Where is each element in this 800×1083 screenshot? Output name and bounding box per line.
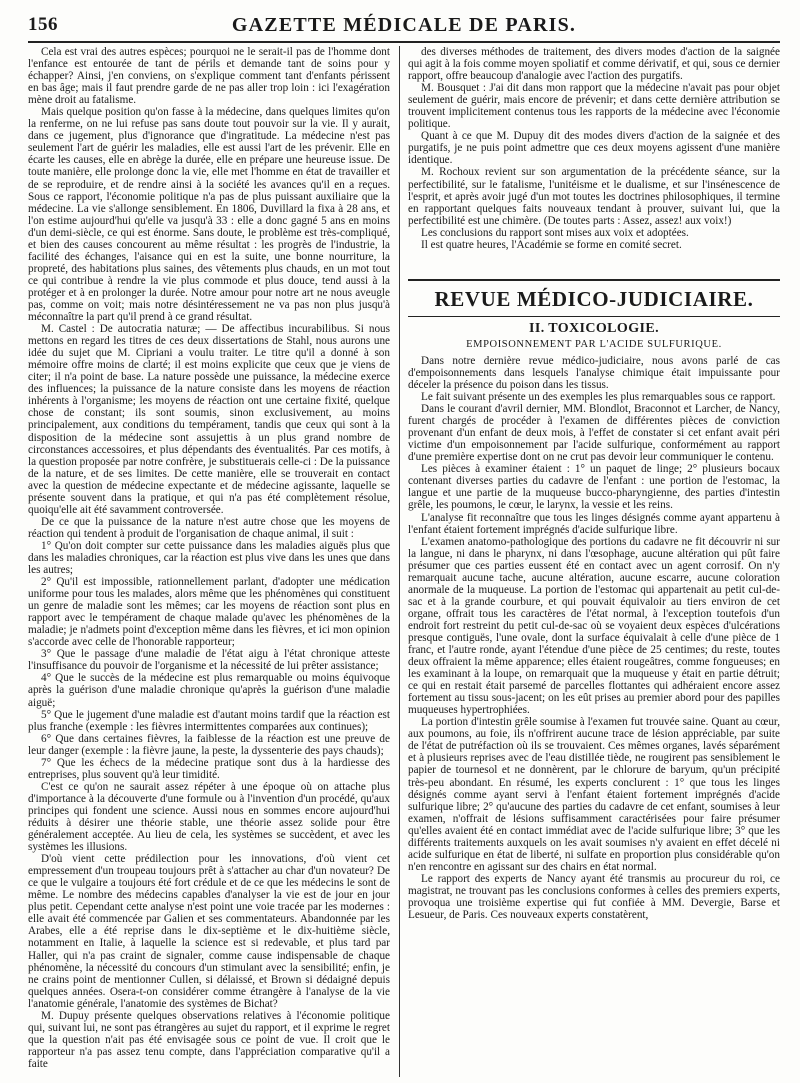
list-item: 4° Que le succès de la médecine est plus remarquable ou moins équivoque après la guérison d'une maladie chronique qu'après la guérison d'une maladie aiguë; xyxy=(28,672,390,709)
list-item: 1° Qu'on doit compter sur cette puissance dans les maladies aiguës plus que dans les maladies chroniques, car la réaction est plus vive dans les unes que dans les autres; xyxy=(28,539,390,577)
article-title: EMPOISONNEMENT PAR L'ACIDE SULFURIQUE. xyxy=(466,338,722,350)
paragraph: Mais quelque position qu'on fasse à la médecine, dans quelques limites qu'on la renferme, on ne lui refuse pas sans doute tout pouvoir sur la vie. Il y aurait, dans ce jugement, plus d'ignorance que d'ingratitude. La médecine n'est pas seulement l'art de guérir les maladies, elle est aussi l'art de les prévenir. Elle en écarte les causes, elle en abrège la durée, elle en prépare une heureuse issue. De toute manière, elle prolonge donc la vie, elle met l'homme en état de travailler et de se reproduire, et de rendre ainsi à la société les avances qu'il en a reçues. Sous ce rapport, l'économie politique n'a pas de plus puissant auxiliaire que la médecine. La vie s'allonge sensiblement. En 1806, Duvillard la fixa à 28 ans, et l'on estime aujourd'hui qu'elle va jusqu'à 33 : elle a donc gagné 5 ans en moins d'un demi-siècle, ce qui est énorme. Sans doute, le problème est très-compliqué, et bien des causes concourent au même résultat : les progrès de l'industrie, la facilité des échanges, l'aisance qui en est la suite, une bonne nourriture, la propreté, des habitations plus saines, des vêtements plus chauds, en un mot tout ce qui contribue à rendre la vie plus commode et plus douce, tend aussi à la protéger et à en prolonger la durée. Notre amour pour notre art ne nous aveugle pas, comme on voit; mais notre désintéressement ne va pas non plus jusqu'à méconnaître la part qu'il prend à ce grand résultat. xyxy=(28,106,390,324)
paragraph: L'examen anatomo-pathologique des portions du cadavre ne fit découvrir ni sur la langue, ni dans le pharynx, ni dans l'œsophage, aucune altération qui pût faire présumer que ces parties eussent été en contact avec un agent corrosif. On n'y remarquait aucune tache, aucune altération, aucune escarre, aucune coloration anormale de la muqueuse. La portion de l'estomac qui appartenait au petit cul-de-sac et à la grande courbure, et qui pouvait équivaloir au tiers environ de cet organe, offrait tous les caractères de l'état normal, à l'exception toutefois d'un endroit fort restreint du petit cul-de-sac où se voyaient deux espèces d'ulcérations presque contiguës, l'une ovale, dont la surface équivalait à celle d'une pièce de 1 franc, et l'autre ronde, ayant l'étendue d'une pièce de 25 centimes; du reste, toutes deux offraient la même apparence; elles étaient rougeâtres, comme fongueuses; en les examinant à la loupe, on remarquait que la muqueuse y était en partie détruit; ce qui en restait était parsemé de parcelles flottantes qui adhéraient encore assez fortement au tissu sous-jacent; on les eût prises au premier abord pour des papilles muqueuses hypertrophiées. xyxy=(408,535,780,717)
paragraph: C'est ce qu'on ne saurait assez répéter à une époque où on attache plus d'importance à la découverte d'une formule ou à l'invention d'un procédé, qu'aux principes qui fondent une science. Aussi nous en sommes encore aujourd'hui réduits à désirer une théorie stable, une théorie assez solide pour être généralement acceptée. Au lieu de cela, les systèmes se succèdent, et avec les systèmes les illusions. xyxy=(28,780,390,854)
section-title: REVUE MÉDICO-JUDICIAIRE. xyxy=(434,286,754,311)
paragraph: M. Bousquet : J'ai dit dans mon rapport que la médecine n'avait pas pour objet seulement de guérir, mais encore de prévenir; et dans cette dernière attribution se trouvent implicitement contenus tous les rapports de la médecine avec l'économie politique. xyxy=(408,82,780,131)
list-item: 5° Que le jugement d'une maladie est d'autant moins tardif que la réaction est plus franche (exemple : les fièvres intermittentes comparées aux continues); xyxy=(28,708,390,733)
paragraph: Le rapport des experts de Nancy ayant été transmis au procureur du roi, ce magistrat, ne trouvant pas les conclusions conformes à celles des premiers experts, provoqua une troisième expertise qui fut confiée à MM. Devergie, Barse et Lesueur, de Paris. Ces nouveaux experts constatèrent, xyxy=(408,872,780,922)
journal-title: GAZETTE MÉDICALE DE PARIS. xyxy=(231,14,577,36)
paragraph: Le fait suivant présente un des exemples les plus remarquables sous ce rapport. xyxy=(421,391,776,404)
list-item: 6° Que dans certaines fièvres, la faiblesse de la réaction est une preuve de leur danger (exemple : la fièvre jaune, la peste, la dyssenterie des pays chauds); xyxy=(28,732,390,757)
paragraph: L'analyse fit reconnaître que tous les linges désignés comme ayant appartenu à l'enfant étaient fortement imprégnés d'acide sulfurique libre. xyxy=(408,511,780,536)
paragraph: Dans notre dernière revue médico-judiciaire, nous avons parlé de cas d'empoisonnements dans lesquels l'analyse chimique était impuissante pour déceler la présence du poison dans les tissus. xyxy=(408,354,780,391)
column-divider xyxy=(399,46,400,1077)
list-item: 7° Que les échecs de la médecine pratique sont dus à la hardiesse des entreprises, plus souvent qu'à leur timidité. xyxy=(28,756,390,781)
masthead xyxy=(28,14,780,38)
paragraph: Quant à ce que M. Dupuy dit des modes divers d'action de la saignée et des purgatifs, je ne puis point admettre que ces deux moyens agissent d'une manière identique. xyxy=(408,130,780,167)
list-item: 3° Que le passage d'une maladie de l'état aigu à l'état chronique atteste l'insuffisance du pouvoir de l'organisme et la nécessité de lui prêter assistance; xyxy=(28,648,390,673)
paragraph: Les pièces à examiner étaient : 1° un paquet de linge; 2° plusieurs bocaux contenant diverses parties du cadavre de l'enfant : une portion de l'estomac, la langue et une partie de la muqueuse bucco-pharyngienne, des parties d'intestin grêle, les poumons, le cœur, le larynx, la vessie et les reins. xyxy=(408,463,780,512)
left-column xyxy=(28,46,390,1079)
paragraph: M. Rochoux revient sur son argumentation de la précédente séance, sur la perfectibilité, sur le fatalisme, l'unitéisme et le dualisme, et sur l'insénescence de l'esprit, et après avoir jugé d'un mot toutes les doctrines philosophiques, il termine en rapportant quelques faits nouveaux tendant à prouver, suivant lui, que la perfectibilité est une chimère. (De toutes parts : Assez, assez! aux voix!) xyxy=(408,166,780,227)
list-item: 2° Qu'il est impossible, rationnellement parlant, d'adopter une médication uniforme pour tous les malades, alors même que les phénomènes qui constituent un genre de maladie sont les mêmes; car les moyens de réaction sont plus en rapport avec le tempérament de chaque malade qu'avec les phénomènes de la maladie; je n'admets point d'exception même dans les fièvres, et ici mon opinion s'accorde avec celle de l'honorable rapporteur; xyxy=(28,576,390,649)
subsection-title: II. TOXICOLOGIE. xyxy=(529,320,659,336)
page-number: 156 xyxy=(28,14,58,35)
paragraph: D'où vient cette prédilection pour les innovations, d'où vient cet empressement d'un troupeau toujours prêt à s'attacher au char d'un novateur? De ce que le vulgaire a toujours été fort crédule et de ce que les médecins le sont de même. Le nombre des médecins capables d'analyser la vie est de jour en jour plus petit. Cependant cette analyse n'est point une voie tracée par les modernes : elle avait été commencée par Galien et ses commentateurs. Abandonnée par les Arabes, elle a été reprise dans le dix-septième et le dix-huitième siècle, notamment en Italie, à laquelle la science est si redevable, et plus tard par Haller, qui n'a pas craint de signaler, comme cause indispensable de chaque phénomène, la nécessité du concours d'un stimulant avec la sensibilité; enfin, je ne crains point de mentionner Cullen, si délaissé, et Brown si dédaigné depuis quelques années. Osera-t-on considérer comme étrangère à l'analyse de la vie l'anatomie générale, l'anatomie des systèmes de Bichat? xyxy=(28,853,390,1010)
paragraph: M. Castel : De autocratia naturæ; — De affectibus incurabilibus. Si nous mettons en regard les titres de ces deux dissertations de Stahl, nous aurons une idée du sujet que M. Cipriani a voulu traiter. Le titre qu'il a donné à son mémoire offre moins de clarté; il est moins explicite que ceux que je viens de citer; il n'a point de base. La nature possède une puissance, la médecine exerce des influences; la puissance de la nature consiste dans les moyens de réaction inhérents à l'organisme; les moyens de réaction ont une certaine fixité, quelque chose de constant; ils sont soumis, sinon exclusivement, au moins principalement, aux conditions du tempérament, tandis que ceux qui sont à la disposition de la médecine sont assujettis à un plus grand nombre de circonstances accessoires, et plus dépendants des éventualités. Par ces motifs, à la question proposée par notre confrère, je substituerais celle-ci : De la puissance de la nature, et de ses limites. De cette manière, elle se trouverait en contact avec la question de médecine expectante et de médecine agissante, laquelle se présente souvent dans la pratique, et qui n'a pas été complètement résolue, quoiqu'elle ait été savamment controversée. xyxy=(28,323,390,516)
paragraph: Il est quatre heures, l'Académie se forme en comité secret. xyxy=(421,238,682,251)
paragraph: des diverses méthodes de traitement, des divers modes d'action de la saignée qui agit à la fois comme moyen spoliatif et comme dérivatif, et qui, sous ce dernier rapport, offre beaucoup d'analogie avec l'action des purgatifs. xyxy=(408,46,780,83)
right-column xyxy=(408,46,780,1079)
paragraph: Cela est vrai des autres espèces; pourquoi ne le serait-il pas de l'homme dont l'enfance est entourée de tant de périls et demande tant de soins pour y échapper? Ainsi, j'en conviens, on s'explique comment tant d'enfants périssent en bas âge; mais il faut prendre garde de ne pas aller trop loin : ici l'exagération mène droit au fatalisme. xyxy=(28,46,390,107)
section-header xyxy=(408,279,780,317)
paragraph: Les conclusions du rapport sont mises aux voix et adoptées. xyxy=(421,226,689,239)
paragraph: La portion d'intestin grêle soumise à l'examen fut trouvée saine. Quant au cœur, aux poumons, au foie, ils n'offrirent aucune trace de lésion appréciable, par suite de l'état de putréfaction où ils se trouvaient. Ces mêmes organes, lavés séparément et à plusieurs reprises avec de l'eau distillée tiède, ne rougirent pas sensiblement le papier de tournesol et ne donnèrent, par le chlorure de baryum, qu'un précipité très-peu abondant. En résumé, les experts conclurent : 1° que tous les linges désignés comme ayant servi à l'enfant étaient fortement imprégnés d'acide sulfurique libre; 2° qu'aucune des parties du cadavre de cet enfant, soumises à leur examen, n'offrait de lésions suffisamment caractérisées pour faire présumer qu'elles avaient été en contact immédiat avec de l'acide sulfurique libre; 3° que les différents traitements auxquels on les avait soumises n'y avaient en effet décelé ni acide sulfurique en état de liberté, ni sulfate en proportion plus considérable qu'on n'en rencontre en agissant sur des chairs en état normal. xyxy=(408,716,780,873)
paragraph: M. Dupuy présente quelques observations relatives à l'économie politique qui, suivant lui, ne sont pas étrangères au sujet du rapport, et il exprime le regret que la question n'ait pas été envisagée sous ce point de vue. Il croit que le rapporteur n'a pas assez tenu compte, dans l'appréciation comparative qu'il a faite xyxy=(28,1009,390,1070)
paragraph: De ce que la puissance de la nature n'est autre chose que les moyens de réaction qui tendent à produit de l'organisation de chaque animal, il suit : xyxy=(28,515,390,540)
paragraph: Dans le courant d'avril dernier, MM. Blondlot, Braconnot et Larcher, de Nancy, furent chargés de procéder à l'examen de différentes pièces de conviction provenant d'un enfant de deux mois, à l'effet de constater si cet enfant avait péri victime d'un empoisonnement par l'acide sulfurique, conformément au rapport d'une première expertise dont on ne crut pas devoir leur communiquer le contenu. xyxy=(408,403,780,464)
header-rule xyxy=(28,41,780,43)
